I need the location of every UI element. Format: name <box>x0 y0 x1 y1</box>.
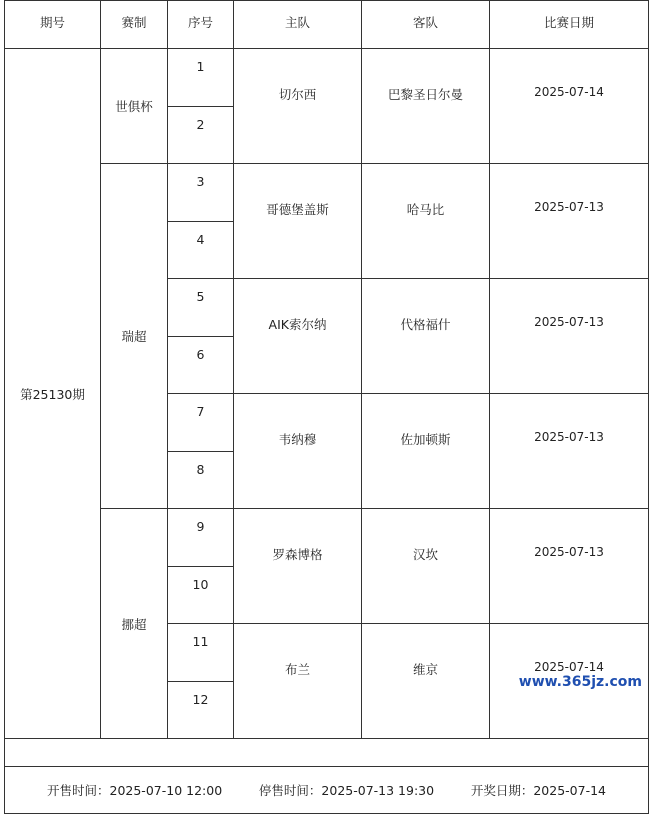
sale-open-time: 开售时间：2025-07-10 12:00 <box>47 783 223 798</box>
blank-cell <box>5 739 649 767</box>
seq-cell: 11 <box>168 624 234 682</box>
seq-cell: 10 <box>168 566 234 624</box>
seq-cell: 5 <box>168 279 234 337</box>
match-date-cell: 2025-07-14 <box>490 624 649 739</box>
header-home: 主队 <box>234 1 362 49</box>
header-away: 客队 <box>362 1 490 49</box>
home-team-cell: 布兰 <box>234 624 362 739</box>
home-team-cell: AIK索尔纳 <box>234 279 362 394</box>
match-date-cell: 2025-07-13 <box>490 164 649 279</box>
seq-cell: 6 <box>168 336 234 394</box>
away-team-cell: 维京 <box>362 624 490 739</box>
sale-close-time: 停售时间：2025-07-13 19:30 <box>258 783 435 798</box>
draw-date: 开奖日期：2025-07-14 <box>470 783 606 798</box>
home-team-cell: 罗森博格 <box>234 509 362 624</box>
match-date-cell: 2025-07-13 <box>490 394 649 509</box>
header-row <box>5 1 649 49</box>
schedule-table <box>4 0 649 814</box>
format-cell: 挪超 <box>101 509 168 739</box>
away-team-cell: 代格福什 <box>362 279 490 394</box>
home-team-cell: 哥德堡盖斯 <box>234 164 362 279</box>
table-row <box>5 49 649 107</box>
blank-row <box>5 739 649 767</box>
format-cell: 世俱杯 <box>101 49 168 164</box>
away-team-cell: 哈马比 <box>362 164 490 279</box>
match-date-cell: 2025-07-13 <box>490 509 649 624</box>
footer-cell <box>5 767 649 814</box>
period-cell: 第25130期 <box>5 49 101 739</box>
home-team-cell: 切尔西 <box>234 49 362 164</box>
seq-cell: 2 <box>168 106 234 164</box>
footer-row <box>5 767 649 814</box>
seq-cell: 8 <box>168 451 234 509</box>
table-row <box>5 164 649 222</box>
seq-cell: 12 <box>168 681 234 739</box>
away-team-cell: 佐加顿斯 <box>362 394 490 509</box>
seq-cell: 4 <box>168 221 234 279</box>
table-row <box>5 509 649 567</box>
seq-cell: 1 <box>168 49 234 107</box>
match-date-cell: 2025-07-13 <box>490 279 649 394</box>
away-team-cell: 汉坎 <box>362 509 490 624</box>
header-date: 比赛日期 <box>490 1 649 49</box>
seq-cell: 9 <box>168 509 234 567</box>
header-period: 期号 <box>5 1 101 49</box>
seq-cell: 3 <box>168 164 234 222</box>
header-seq: 序号 <box>168 1 234 49</box>
home-team-cell: 韦纳穆 <box>234 394 362 509</box>
away-team-cell: 巴黎圣日尔曼 <box>362 49 490 164</box>
header-format: 赛制 <box>101 1 168 49</box>
match-date-cell: 2025-07-14 <box>490 49 649 164</box>
format-cell: 瑞超 <box>101 164 168 509</box>
watermark: www.365jz.com <box>518 674 642 690</box>
seq-cell: 7 <box>168 394 234 452</box>
